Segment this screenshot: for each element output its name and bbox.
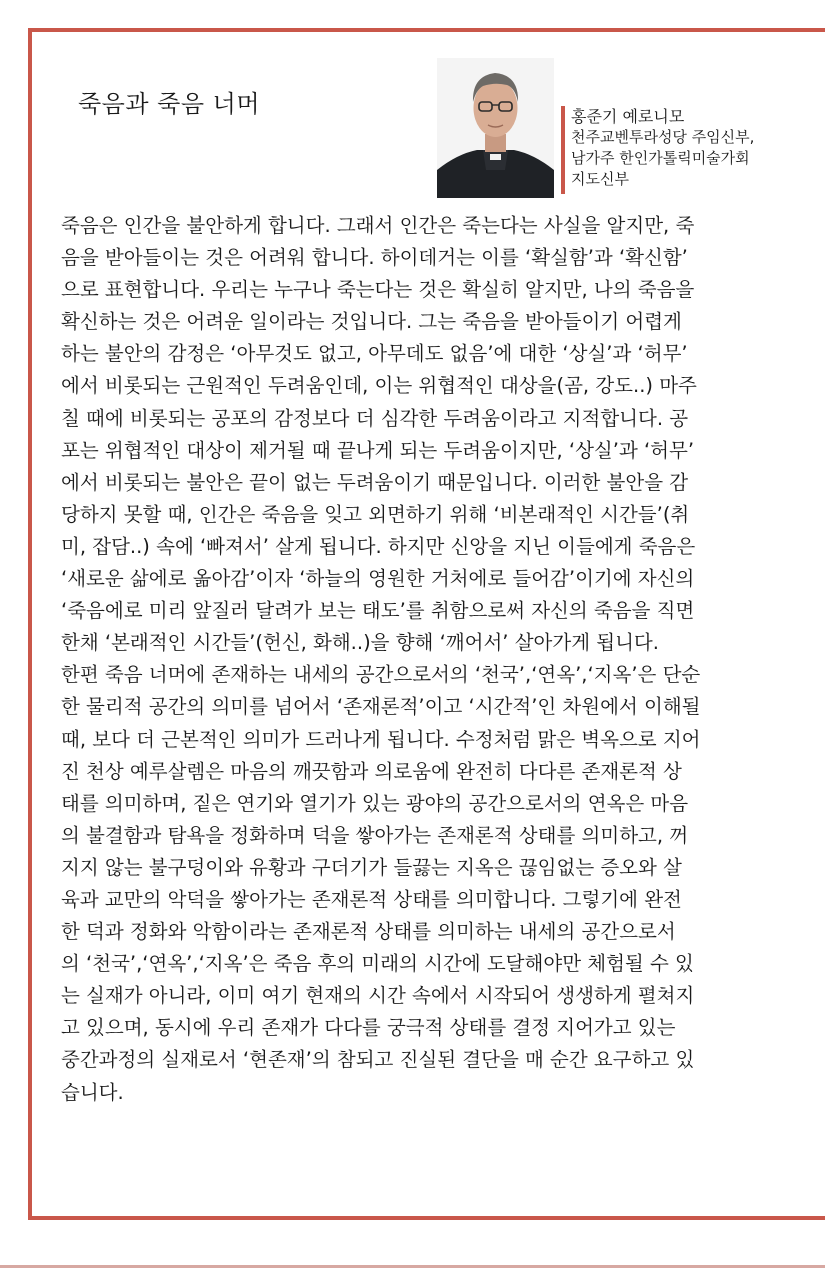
- author-role-line: 지도신부: [571, 170, 629, 188]
- article-body: [61, 210, 801, 1109]
- body-line: 하는 불안의 감정은 ‘아무것도 없고, 아무데도 없음’에 대한 ‘상실’과 ‘허무’: [61, 342, 688, 366]
- author-photo: [437, 58, 554, 198]
- body-line: ‘새로운 삶에로 옮아감’이자 ‘하늘의 영원한 거처에로 들어감’이기에 자신의: [61, 567, 695, 591]
- body-line: 으로 표현합니다. 우리는 누구나 죽는다는 것은 확실히 알지만, 나의 죽음을: [61, 278, 695, 302]
- body-line: 육과 교만의 악덕을 쌓아가는 존재론적 상태를 의미합니다. 그렇기에 완전: [61, 887, 682, 911]
- article-title: 죽음과 죽음 너머: [78, 90, 261, 118]
- body-line: 의 불결함과 탐욕을 정화하며 덕을 쌓아가는 존재론적 상태를 의미하고, 꺼: [61, 823, 689, 847]
- body-line: 미, 잡담..) 속에 ‘빠져서’ 살게 됩니다. 하지만 신앙을 지닌 이들에게 죽음은: [61, 534, 696, 558]
- author-role-line: 천주교벤투라성당 주임신부,: [571, 128, 755, 146]
- body-line: 한 물리적 공간의 의미를 넘어서 ‘존재론적’이고 ‘시간적’인 차원에서 이해될: [61, 695, 701, 719]
- body-line: 한편 죽음 너머에 존재하는 내세의 공간으로서의 ‘천국’,‘연옥’,‘지옥’은 단순: [61, 663, 701, 687]
- body-line: 에서 비롯되는 근원적인 두려움인데, 이는 위협적인 대상을(곰, 강도..) 마주: [61, 374, 697, 398]
- body-line: 죽음은 인간을 불안하게 합니다. 그래서 인간은 죽는다는 사실을 알지만, 죽: [61, 214, 695, 237]
- body-line: 에서 비롯되는 불안은 끝이 없는 두려움이기 때문입니다. 이러한 불안을 감: [61, 470, 689, 494]
- author-info: [571, 106, 754, 190]
- author-role-line: 남가주 한인가톨릭미술가회: [571, 149, 750, 167]
- body-line: 진 천상 예루살렘은 마음의 깨끗함과 의로움에 완전히 다다른 존재론적 상: [61, 759, 682, 783]
- bottom-divider: [0, 1265, 825, 1268]
- body-line: ‘죽음에로 미리 앞질러 달려가 보는 태도’를 취함으로써 자신의 죽음을 직면: [61, 599, 695, 623]
- body-line: 당하지 못할 때, 인간은 죽음을 잊고 외면하기 위해 ‘비본래적인 시간들’(취: [61, 502, 690, 526]
- body-line: 는 실재가 아니라, 이미 여기 현재의 시간 속에서 시작되어 생생하게 펼쳐지: [61, 984, 695, 1008]
- body-line: 태를 의미하며, 짙은 연기와 열기가 있는 광야의 공간으로서의 연옥은 마음: [61, 791, 689, 815]
- author-name: 홍준기 예로니모: [571, 107, 685, 126]
- body-line: 중간과정의 실재로서 ‘현존재’의 참되고 진실된 결단을 매 순간 요구하고 있: [61, 1048, 695, 1072]
- body-line: 음을 받아들이는 것은 어려워 합니다. 하이데거는 이를 ‘확실함’과 ‘확신함’: [61, 246, 688, 270]
- body-line: 한채 ‘본래적인 시간들’(헌신, 화해..)을 향해 ‘깨어서’ 살아가게 됩니다.: [61, 631, 659, 655]
- body-line: 때, 보다 더 근본적인 의미가 드러나게 됩니다. 수정처럼 맑은 벽옥으로 지어: [61, 727, 701, 751]
- body-line: 칠 때에 비롯되는 공포의 감정보다 더 심각한 두려움이라고 지적합니다. 공: [61, 406, 689, 430]
- body-line: 의 ‘천국’,‘연옥’,‘지옥’은 죽음 후의 미래의 시간에 도달해야만 체험될 수 있: [61, 952, 694, 976]
- author-accent-bar: [561, 106, 565, 194]
- body-line: 한 덕과 정화와 악함이라는 존재론적 상태를 의미하는 내세의 공간으로서: [61, 920, 676, 944]
- body-line: 고 있으며, 동시에 우리 존재가 다다를 궁극적 상태를 결정 지어가고 있는: [61, 1016, 676, 1040]
- body-line: 포는 위협적인 대상이 제거될 때 끝나게 되는 두려움이지만, ‘상실’과 ‘허무’: [61, 438, 695, 462]
- body-line: 지지 않는 불구덩이와 유황과 구더기가 들끓는 지옥은 끊임없는 증오와 살: [61, 855, 682, 879]
- body-line: 확신하는 것은 어려운 일이라는 것입니다. 그는 죽음을 받아들이기 어렵게: [61, 310, 682, 334]
- body-line: 습니다.: [61, 1080, 124, 1104]
